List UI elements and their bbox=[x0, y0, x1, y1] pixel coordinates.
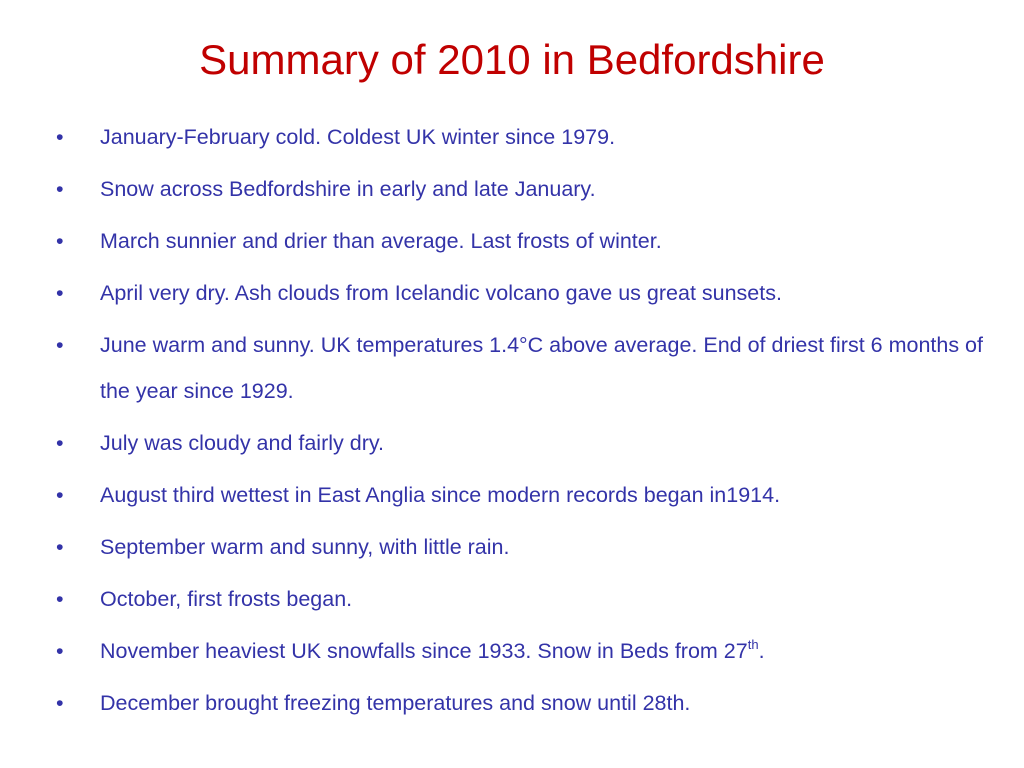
list-item-text: Snow across Bedfordshire in early and late January. bbox=[100, 177, 596, 201]
list-item bbox=[56, 680, 986, 726]
list-item bbox=[56, 166, 986, 212]
bullet-icon: • bbox=[56, 177, 64, 201]
superscript-ordinal: th bbox=[747, 637, 759, 652]
list-item bbox=[56, 576, 986, 622]
list-item-text: September warm and sunny, with little rain. bbox=[100, 535, 510, 559]
bullet-icon: • bbox=[56, 229, 64, 253]
bullet-icon: • bbox=[56, 587, 64, 611]
slide-title: Summary of 2010 in Bedfordshire bbox=[199, 36, 825, 83]
list-item-text: April very dry. Ash clouds from Icelandic volcano gave us great sunsets. bbox=[100, 281, 782, 305]
list-item bbox=[56, 114, 986, 160]
list-item bbox=[56, 322, 986, 414]
list-item bbox=[56, 218, 986, 264]
bullet-icon: • bbox=[56, 333, 64, 357]
bullet-icon: • bbox=[56, 483, 64, 507]
list-item-text: December brought freezing temperatures and snow until 28th. bbox=[100, 691, 691, 715]
bullet-icon: • bbox=[56, 639, 64, 663]
list-item-text-end: . bbox=[758, 639, 765, 663]
bullet-icon: • bbox=[56, 431, 64, 455]
list-item bbox=[56, 420, 986, 466]
bullet-icon: • bbox=[56, 125, 64, 149]
list-item bbox=[56, 628, 986, 674]
bullet-icon: • bbox=[56, 281, 64, 305]
list-item-text: November heaviest UK snowfalls since 1933. Snow in Beds from 27 bbox=[100, 639, 748, 663]
list-item-text: August third wettest in East Anglia since modern records began in1914. bbox=[100, 483, 781, 507]
bullet-icon: • bbox=[56, 691, 64, 715]
list-item-text: June warm and sunny. UK temperatures 1.4°C above average. End of driest first 6 months of the year since 1929. bbox=[100, 333, 983, 403]
list-item-text: March sunnier and drier than average. Last frosts of winter. bbox=[100, 229, 662, 253]
list-item-text: July was cloudy and fairly dry. bbox=[100, 431, 384, 455]
list-item-text: January-February cold. Coldest UK winter since 1979. bbox=[100, 125, 616, 149]
list-item-text: October, first frosts began. bbox=[100, 587, 353, 611]
list-item bbox=[56, 472, 986, 518]
list-item bbox=[56, 524, 986, 570]
list-item bbox=[56, 270, 986, 316]
bullet-icon: • bbox=[56, 535, 64, 559]
bullet-list bbox=[56, 114, 986, 732]
